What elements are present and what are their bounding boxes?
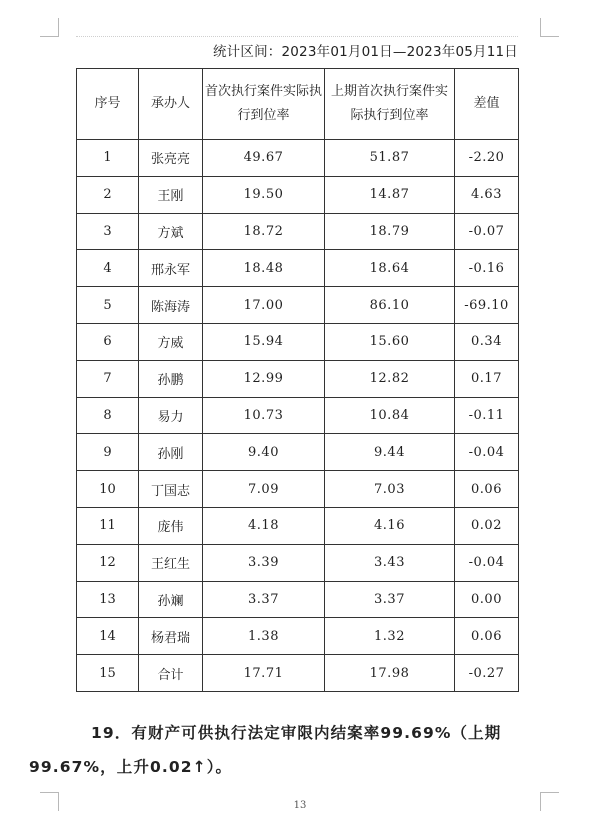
row-index: 10 — [77, 471, 139, 508]
table-row — [77, 471, 519, 508]
row-index: 9 — [77, 434, 139, 471]
table-row — [77, 618, 519, 655]
row-current-rate: 3.37 — [203, 581, 325, 618]
row-previous-rate: 10.84 — [325, 397, 455, 434]
header-current-rate: 首次执行案件实际执行到位率 — [203, 69, 325, 140]
row-current-rate: 1.38 — [203, 618, 325, 655]
row-difference: 0.06 — [455, 471, 519, 508]
row-difference: 0.06 — [455, 618, 519, 655]
row-index: 4 — [77, 250, 139, 287]
header-difference: 差值 — [455, 69, 519, 140]
row-difference: 4.63 — [455, 176, 519, 213]
row-handler: 王红生 — [139, 544, 203, 581]
row-handler: 张亮亮 — [139, 140, 203, 177]
row-handler: 杨君瑞 — [139, 618, 203, 655]
row-handler: 庞伟 — [139, 507, 203, 544]
row-difference: 0.17 — [455, 360, 519, 397]
row-difference: 0.00 — [455, 581, 519, 618]
row-previous-rate: 7.03 — [325, 471, 455, 508]
row-index: 3 — [77, 213, 139, 250]
row-handler: 孙斓 — [139, 581, 203, 618]
header-handler: 承办人 — [139, 69, 203, 140]
row-previous-rate: 9.44 — [325, 434, 455, 471]
row-previous-rate: 3.37 — [325, 581, 455, 618]
row-difference: -0.16 — [455, 250, 519, 287]
row-index: 5 — [77, 287, 139, 324]
execution-rate-table — [76, 68, 519, 692]
header-index: 序号 — [77, 69, 139, 140]
row-index: 13 — [77, 581, 139, 618]
row-difference: -0.27 — [455, 655, 519, 692]
row-current-rate: 9.40 — [203, 434, 325, 471]
table-row — [77, 323, 519, 360]
row-previous-rate: 1.32 — [325, 618, 455, 655]
row-previous-rate: 3.43 — [325, 544, 455, 581]
row-handler: 合计 — [139, 655, 203, 692]
row-difference: -69.10 — [455, 287, 519, 324]
paragraph-line-1: 19．有财产可供执行法定审限内结案率99.69%（上期 — [91, 724, 502, 742]
row-current-rate: 17.00 — [203, 287, 325, 324]
row-index: 8 — [77, 397, 139, 434]
row-index: 12 — [77, 544, 139, 581]
row-current-rate: 4.18 — [203, 507, 325, 544]
row-current-rate: 18.72 — [203, 213, 325, 250]
table-row — [77, 140, 519, 177]
row-handler: 易力 — [139, 397, 203, 434]
page-number: 13 — [293, 800, 307, 811]
row-difference: -0.04 — [455, 434, 519, 471]
table-row — [77, 397, 519, 434]
statistics-period: 统计区间：2023年01月01日—2023年05月11日 — [76, 36, 518, 67]
row-difference: -0.11 — [455, 397, 519, 434]
crop-mark-top-left — [40, 18, 59, 37]
row-previous-rate: 15.60 — [325, 323, 455, 360]
row-handler: 方斌 — [139, 213, 203, 250]
row-current-rate: 12.99 — [203, 360, 325, 397]
row-handler: 邢永军 — [139, 250, 203, 287]
row-current-rate: 19.50 — [203, 176, 325, 213]
row-difference: -0.04 — [455, 544, 519, 581]
row-previous-rate: 51.87 — [325, 140, 455, 177]
row-previous-rate: 14.87 — [325, 176, 455, 213]
table-row — [77, 250, 519, 287]
table-row — [77, 176, 519, 213]
paragraph-19 — [29, 716, 538, 784]
row-index: 11 — [77, 507, 139, 544]
row-difference: -0.07 — [455, 213, 519, 250]
row-difference: 0.34 — [455, 323, 519, 360]
table-row — [77, 434, 519, 471]
row-previous-rate: 18.64 — [325, 250, 455, 287]
table-row — [77, 544, 519, 581]
row-difference: 0.02 — [455, 507, 519, 544]
table-row — [77, 287, 519, 324]
row-handler: 王刚 — [139, 176, 203, 213]
row-handler: 孙刚 — [139, 434, 203, 471]
row-previous-rate: 4.16 — [325, 507, 455, 544]
row-index: 14 — [77, 618, 139, 655]
row-index: 6 — [77, 323, 139, 360]
row-index: 2 — [77, 176, 139, 213]
row-index: 15 — [77, 655, 139, 692]
table-header-row — [77, 69, 519, 140]
header-previous-rate: 上期首次执行案件实际执行到位率 — [325, 69, 455, 140]
paragraph-line-2: 99.67%，上升0.02↑）。 — [29, 758, 233, 776]
row-handler: 孙鹏 — [139, 360, 203, 397]
row-handler: 陈海涛 — [139, 287, 203, 324]
row-handler: 丁国志 — [139, 471, 203, 508]
table-row — [77, 655, 519, 692]
row-difference: -2.20 — [455, 140, 519, 177]
row-handler: 方威 — [139, 323, 203, 360]
table-row — [77, 581, 519, 618]
crop-mark-top-right — [540, 18, 559, 37]
row-index: 1 — [77, 140, 139, 177]
row-previous-rate: 18.79 — [325, 213, 455, 250]
row-current-rate: 17.71 — [203, 655, 325, 692]
row-previous-rate: 17.98 — [325, 655, 455, 692]
row-current-rate: 15.94 — [203, 323, 325, 360]
row-current-rate: 18.48 — [203, 250, 325, 287]
row-previous-rate: 12.82 — [325, 360, 455, 397]
row-current-rate: 3.39 — [203, 544, 325, 581]
row-index: 7 — [77, 360, 139, 397]
row-current-rate: 10.73 — [203, 397, 325, 434]
table-row — [77, 360, 519, 397]
table-row — [77, 507, 519, 544]
row-current-rate: 49.67 — [203, 140, 325, 177]
row-current-rate: 7.09 — [203, 471, 325, 508]
row-previous-rate: 86.10 — [325, 287, 455, 324]
table-row — [77, 213, 519, 250]
